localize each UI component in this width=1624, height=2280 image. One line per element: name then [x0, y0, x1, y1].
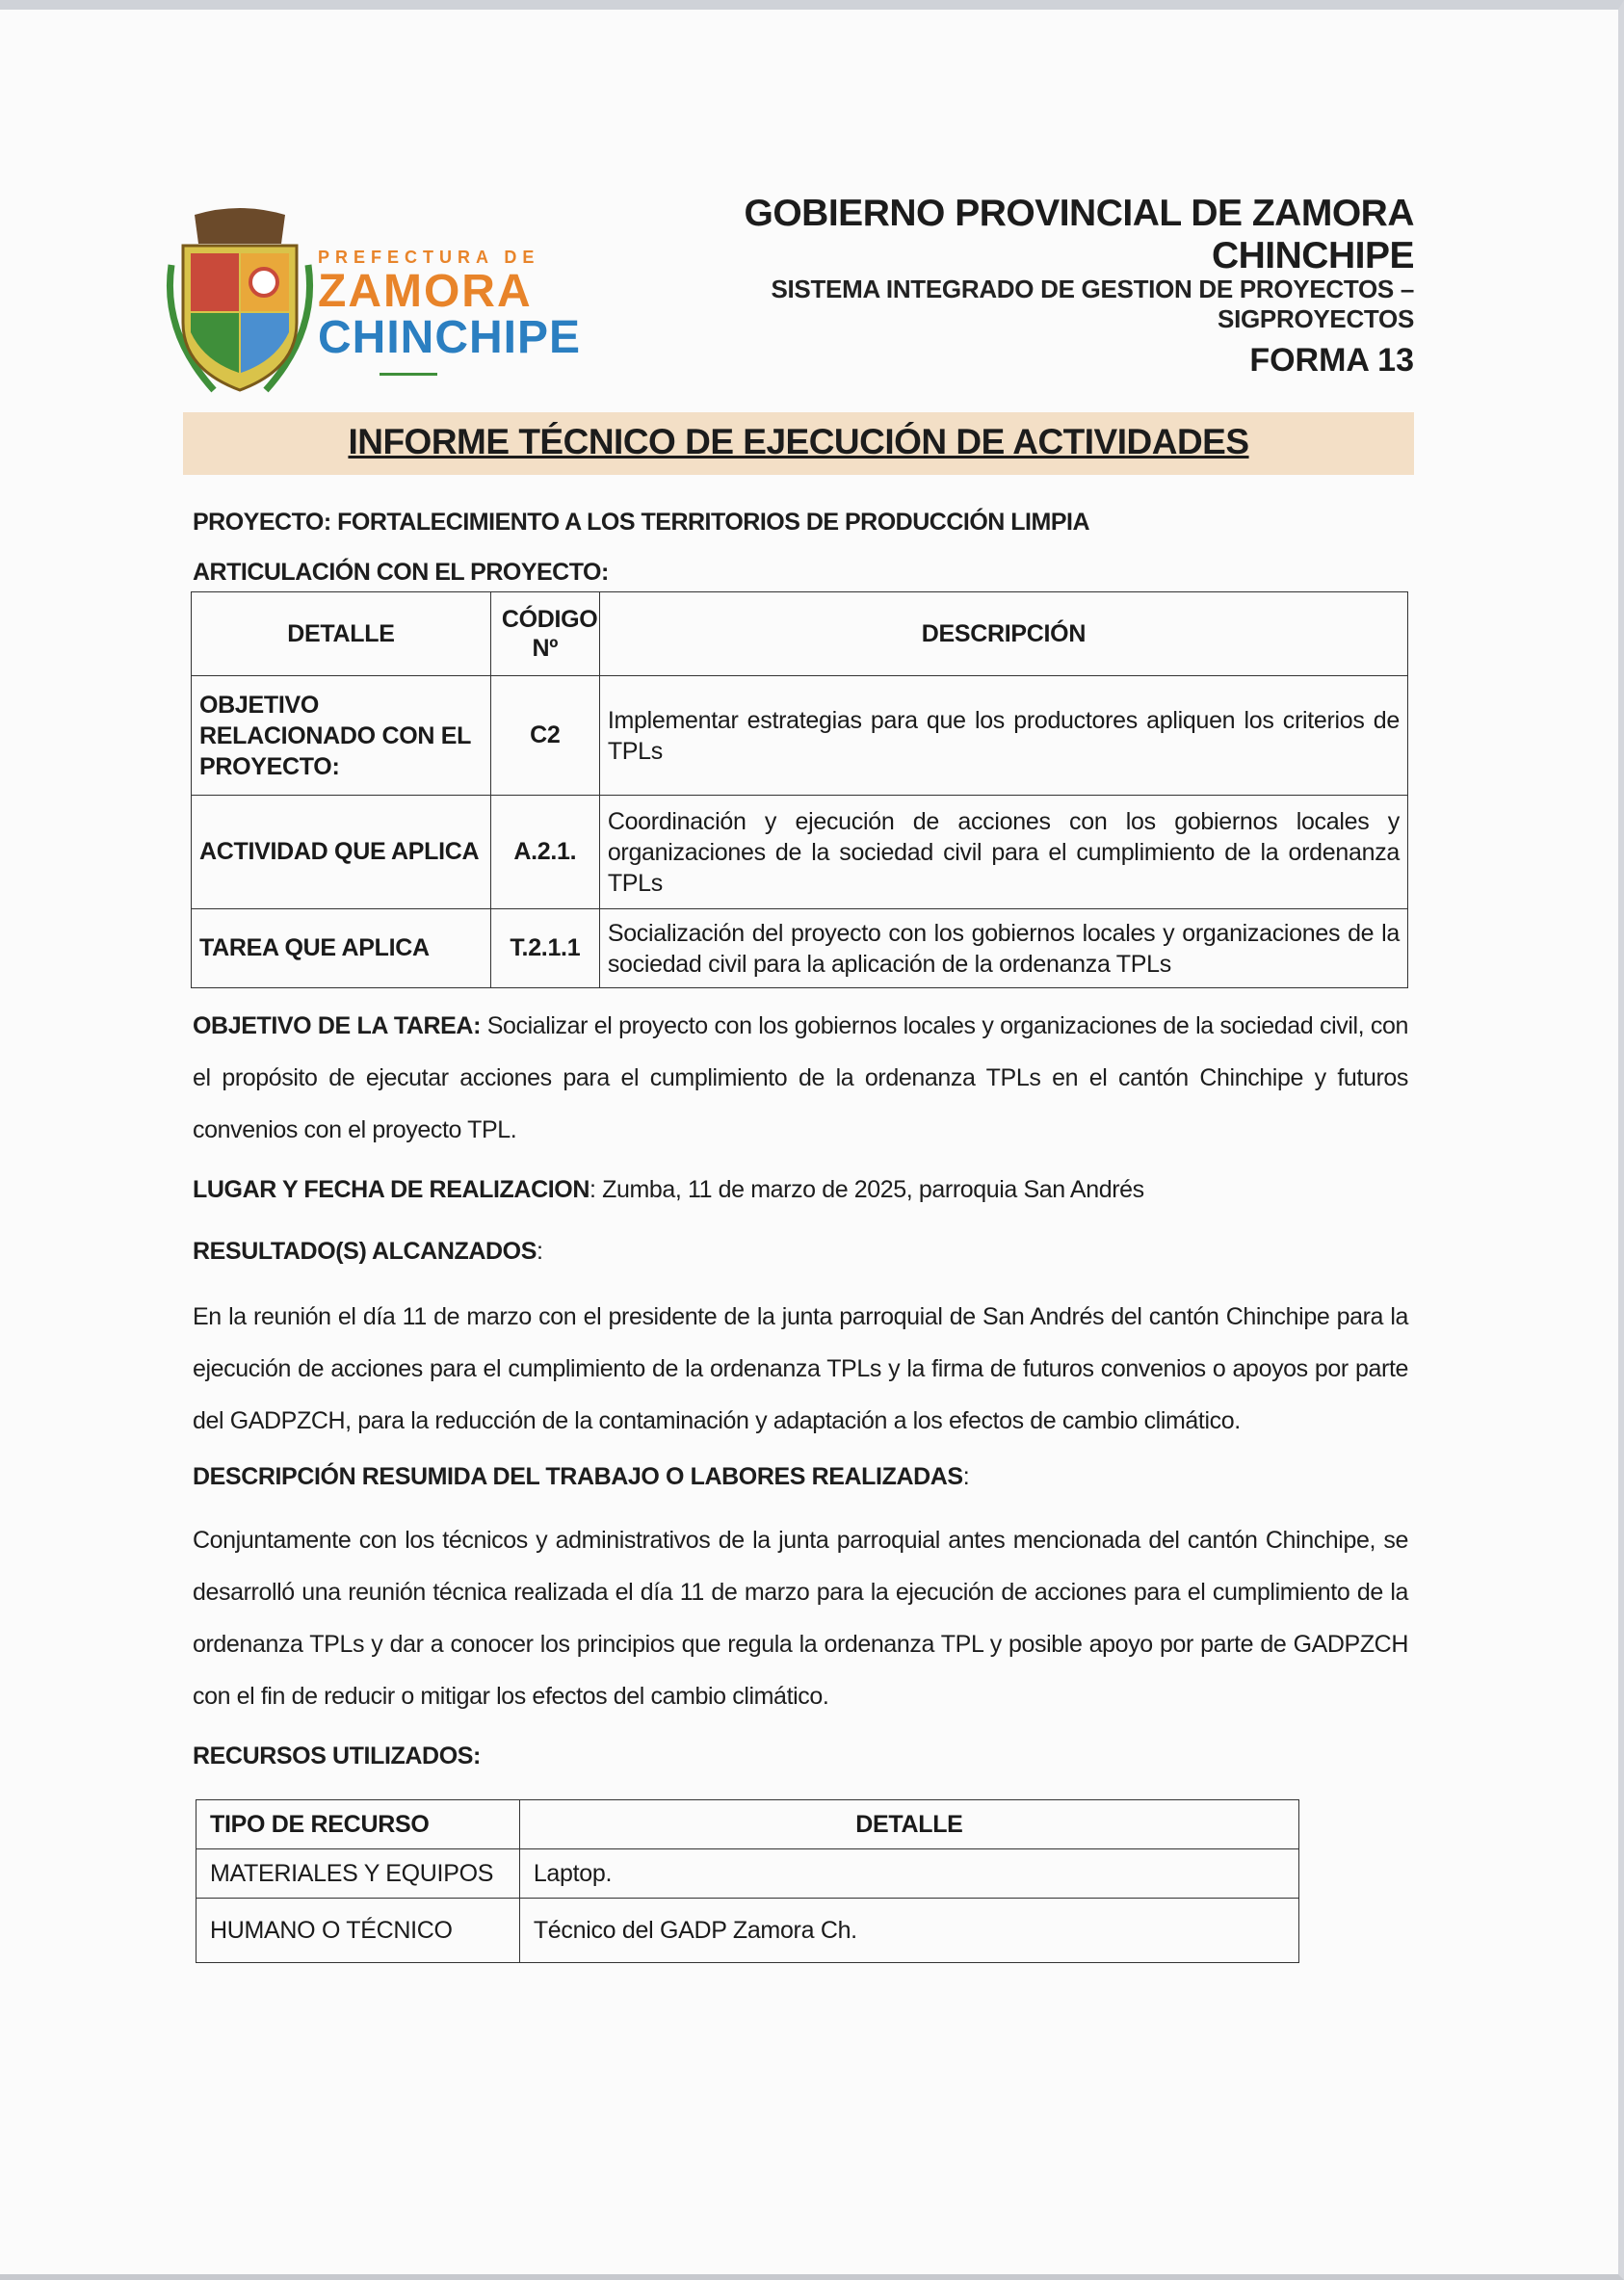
table-row — [192, 676, 1408, 796]
logo-line-2: ZAMORA — [318, 266, 533, 317]
table-row — [192, 909, 1408, 988]
row-detail: OBJETIVO RELACIONADO CON EL PROYECTO: — [192, 676, 491, 796]
row-detail: TAREA QUE APLICA — [192, 909, 491, 988]
results-heading — [193, 1225, 1408, 1277]
table-row — [196, 1899, 1299, 1963]
project-line: PROYECTO: FORTALECIMIENTO A LOS TERRITORIOS DE PRODUCCIÓN LIMPIA — [193, 509, 1090, 536]
work-summary-colon: : — [962, 1463, 970, 1490]
row-code: T.2.1.1 — [490, 909, 599, 988]
report-title: INFORME TÉCNICO DE EJECUCIÓN DE ACTIVIDADES — [348, 422, 1249, 461]
row-description: Coordinación y ejecución de acciones con los gobiernos locales y organizaciones de la sociedad civil para el cumplimiento de la ordenanza TPLs — [599, 796, 1407, 909]
logo-line-3: CHINCHIPE — [318, 312, 582, 363]
header-detalle: DETALLE — [192, 592, 491, 676]
row-detail: ACTIVIDAD QUE APLICA — [192, 796, 491, 909]
task-objective-label: OBJETIVO DE LA TAREA: — [193, 1012, 481, 1039]
place-date — [193, 1164, 1408, 1216]
table-row — [192, 796, 1408, 909]
task-objective — [193, 1000, 1408, 1156]
government-title: GOBIERNO PROVINCIAL DE ZAMORA CHINCHIPE — [744, 193, 1414, 276]
row-code: C2 — [490, 676, 599, 796]
form-number: FORMA 13 — [1249, 342, 1414, 379]
resource-type: MATERIALES Y EQUIPOS — [196, 1849, 520, 1899]
header-tipo-recurso: TIPO DE RECURSO — [196, 1800, 520, 1849]
report-title-banner — [183, 412, 1414, 475]
system-title: SISTEMA INTEGRADO DE GESTION DE PROYECTOS – SIGPROYECTOS — [771, 275, 1414, 333]
logo-line-1: PREFECTURA DE — [318, 248, 540, 267]
work-summary-heading — [193, 1451, 1408, 1503]
work-summary-label: DESCRIPCIÓN RESUMIDA DEL TRABAJO O LABORES REALIZADAS — [193, 1463, 963, 1490]
resource-detail: Técnico del GADP Zamora Ch. — [519, 1899, 1298, 1963]
prefectura-logo — [166, 207, 582, 400]
row-description: Socialización del proyecto con los gobiernos locales y organizaciones de la sociedad civil para la aplicación de la ordenanza TPLs — [599, 909, 1407, 988]
resource-type: HUMANO O TÉCNICO — [196, 1899, 520, 1963]
results-label: RESULTADO(S) ALCANZADOS — [193, 1238, 537, 1265]
resources-heading — [193, 1730, 1408, 1782]
table-header-row — [192, 592, 1408, 676]
header-descripcion: DESCRIPCIÓN — [599, 592, 1407, 676]
logo-underline — [380, 373, 437, 376]
header-detalle: DETALLE — [519, 1800, 1298, 1849]
resource-detail: Laptop. — [519, 1849, 1298, 1899]
row-code: A.2.1. — [490, 796, 599, 909]
resources-table — [196, 1799, 1299, 1963]
results-colon: : — [536, 1238, 543, 1265]
place-date-text: : Zumba, 11 de marzo de 2025, parroquia San Andrés — [589, 1176, 1144, 1203]
task-objective-text: Socializar el proyecto con los gobiernos locales y organizaciones de la sociedad civil, con el propósito de ejecutar acciones para el cumplimiento de la ordenanza TPLs en el cantón Chinchipe y futuros convenios con el proyecto TPL. — [193, 1012, 1408, 1143]
articulation-label: ARTICULACIÓN CON EL PROYECTO: — [193, 559, 609, 586]
table-row — [196, 1849, 1299, 1899]
work-summary-text: Conjuntamente con los técnicos y administrativos de la junta parroquial antes mencionada del cantón Chinchipe, se desarrolló una reunión técnica realizada el día 11 de marzo para la ejecución de acciones para el cumplimiento de la ordenanza TPLs y dar a conocer los principios que regula la ordenanza TPL y posible apoyo por parte de GADPZCH con el fin de reducir o mitigar los efectos del cambio climático. — [193, 1527, 1408, 1710]
place-date-label: LUGAR Y FECHA DE REALIZACION — [193, 1176, 589, 1203]
header-codigo: CÓDIGO Nº — [490, 592, 599, 676]
table-header-row — [196, 1800, 1299, 1849]
row-description: Implementar estrategias para que los productores apliquen los criterios de TPLs — [599, 676, 1407, 796]
resources-label: RECURSOS UTILIZADOS: — [193, 1743, 481, 1769]
results-text: En la reunión el día 11 de marzo con el presidente de la junta parroquial de San Andrés del cantón Chinchipe para la ejecución de acciones para el cumplimiento de la ordenanza TPLs y la firma de futuros convenios o apoyos por parte del GADPZCH, para la reducción de la contaminación y adaptación a los efectos de cambio climático. — [193, 1303, 1408, 1434]
articulation-table — [191, 591, 1408, 988]
